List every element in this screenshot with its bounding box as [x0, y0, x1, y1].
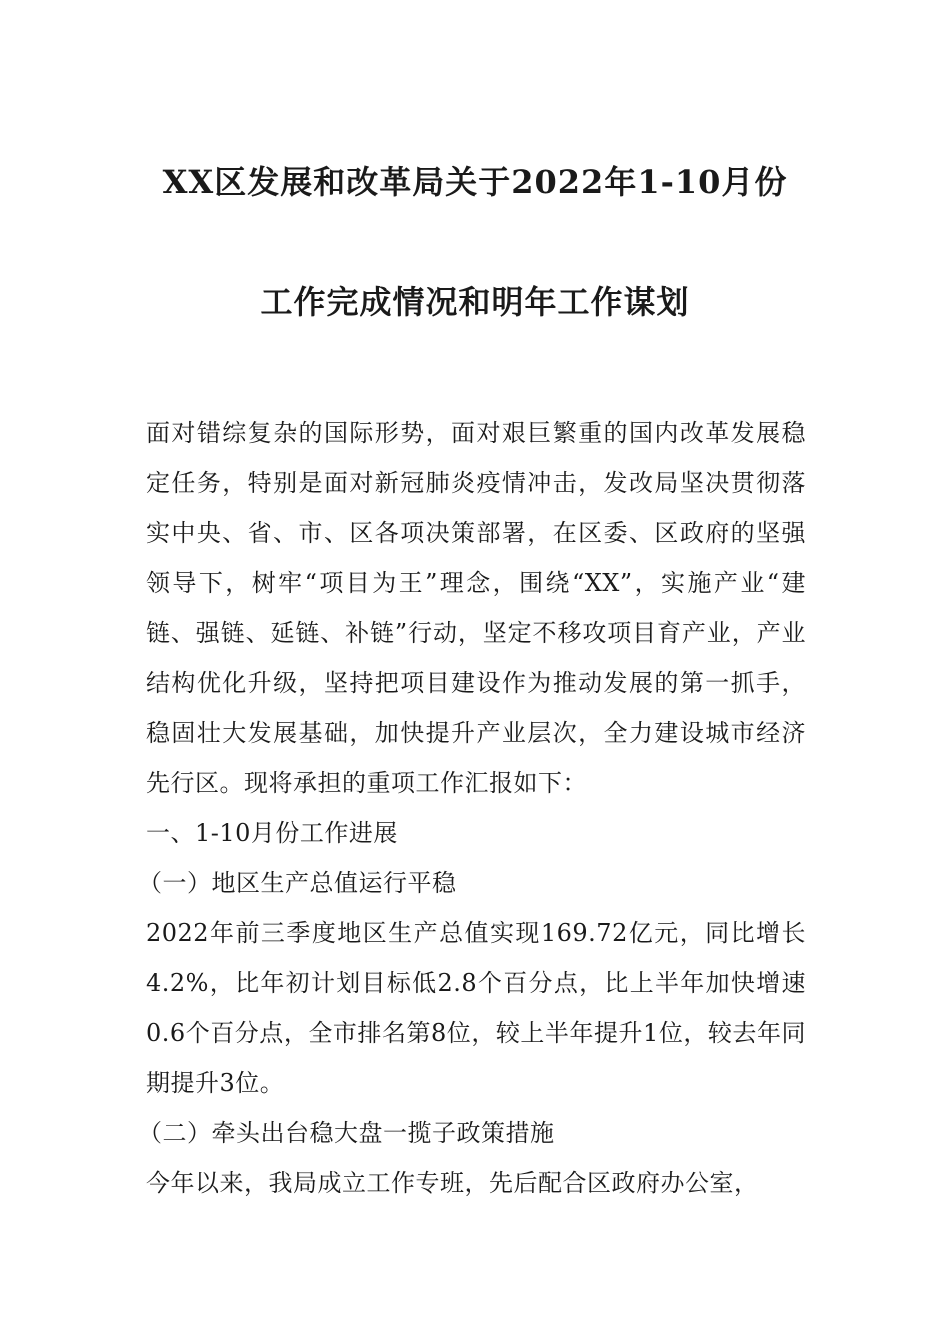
- section-heading-1: 一、1-10月份工作进展: [146, 819, 398, 847]
- document-title-line-1: XX区发展和改革局关于2022年1-10月份: [162, 163, 788, 201]
- document-body: [138, 408, 806, 1208]
- subsection-heading-1: （一）地区生产总值运行平稳: [138, 869, 457, 897]
- document-title-line-2: 工作完成情况和明年工作谋划: [260, 283, 690, 321]
- subsection-paragraph-2: 今年以来，我局成立工作专班，先后配合区政府办公室，: [146, 1169, 759, 1197]
- subsection-heading-2: （二）牵头出台稳大盘一揽子政策措施: [138, 1119, 555, 1147]
- subsection-paragraph-1: 2022年前三季度地区生产总值实现169.72亿元，同比增长4.2%，比年初计划目标低2.8个百分点，比上半年加快增速0.6个百分点，全市排名第8位，较上半年提升1位，较去年同期提升3位。: [146, 919, 806, 1097]
- intro-paragraph: 面对错综复杂的国际形势，面对艰巨繁重的国内改革发展稳定任务，特别是面对新冠肺炎疫情冲击，发改局坚决贯彻落实中央、省、市、区各项决策部署，在区委、区政府的坚强领导下，树牢“项目为王”理念，围绕“XX”，实施产业“建链、强链、延链、补链”行动，坚定不移攻项目育产业，产业结构优化升级，坚持把项目建设作为推动发展的第一抓手，稳固壮大发展基础，加快提升产业层次，全力建设城市经济先行区。现将承担的重项工作汇报如下：: [146, 419, 806, 797]
